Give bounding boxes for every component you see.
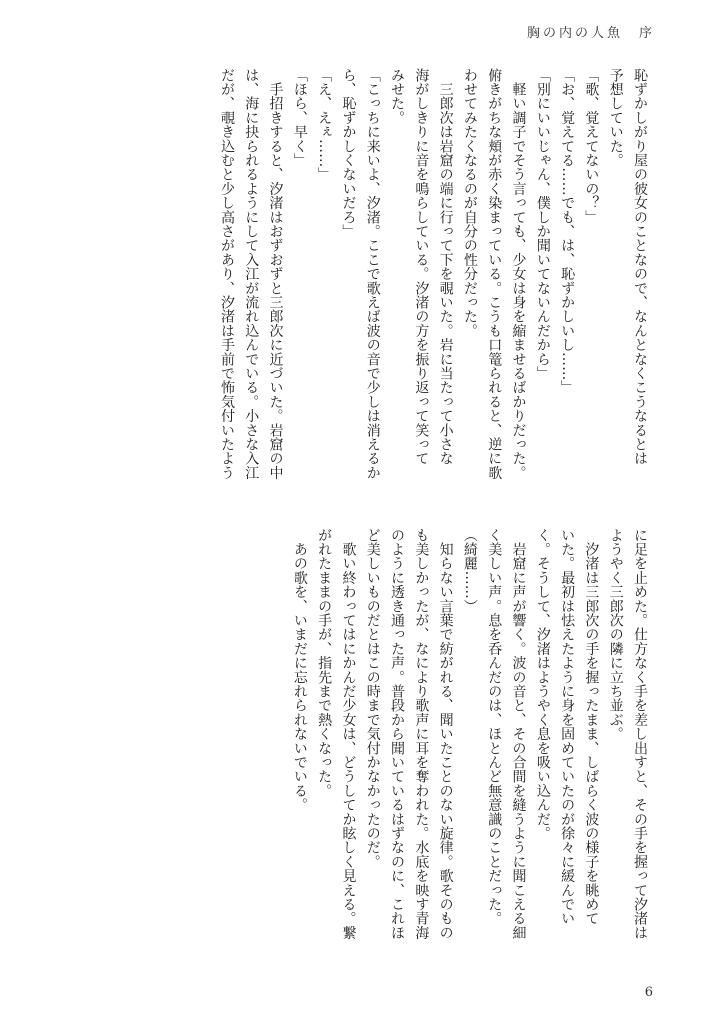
text-line: ど美しいものだとはこの時まで気付かなかったのだ。 — [364, 528, 381, 869]
text-line: 軽い調子でそう言っても、少女は身を縮ませるばかりだった。 — [510, 68, 527, 480]
text-block-lower — [288, 528, 652, 968]
text-line: く美しい声。息を呑んだのは、ほとんど無意識のことだった。 — [486, 528, 503, 926]
dialogue-line: 「こっちに来いよ、汐渚。ここで歌えば波の音で少しは消えるか — [364, 68, 381, 480]
text-line: だが、覗き込むと少し高さがあり、汐渚は手前で怖気付いたよう — [218, 68, 235, 480]
text-line: 知らない言葉で紡がれる、聞いたことのない旋律。歌そのもの — [437, 528, 454, 940]
text-line: 手招きすると、汐渚はおずおずと三郎次に近づいた。岩窟の中 — [267, 68, 284, 480]
dialogue-line: ら、恥ずかしくないだろ」 — [340, 68, 357, 239]
page-number: 6 — [644, 985, 653, 1000]
dialogue-line: 「ほら、早く」 — [291, 68, 308, 168]
text-line: みせた。 — [389, 68, 406, 125]
text-line: 岩窟に声が響く。波の音と、その合間を縫うように聞こえる細 — [510, 528, 527, 940]
inner-thought-line: （綺麗……） — [461, 528, 478, 614]
closing-line: あの歌を、いまだに忘れられないでいる。 — [291, 528, 308, 812]
dialogue-line: 「え、えぇ……」 — [316, 68, 333, 182]
text-line: 海がしきりに音を鳴らしている。汐渚の方を振り返って笑って — [413, 68, 430, 466]
text-line: わせてみたくなるのが自分の性分だった。 — [461, 68, 478, 338]
dialogue-line: 「歌、覚えてないの？」 — [583, 68, 600, 225]
text-line: のように透き通った声。普段から聞いているはずなのに、これほ — [389, 528, 406, 940]
dialogue-line: 「別にいいじゃん、僕しか聞いてないんだから」 — [534, 68, 551, 381]
text-line: がれたままの手が、指先まで熱くなった。 — [316, 528, 333, 798]
text-line: に足を止めた。仕方なく手を差し出すと、その手を握って汐渚は — [632, 528, 648, 940]
text-line: ようやく三郎次の隣に立ち並ぶ。 — [607, 528, 624, 741]
text-line: 汐渚は三郎次の手を握ったまま、しばらく波の様子を眺めて — [583, 528, 600, 926]
text-line: も美しかったが、なにより歌声に耳を奪われた。水底を映す青海 — [413, 528, 430, 940]
text-line: 予想していた。 — [607, 68, 624, 168]
text-line: 俯きがちな頬が赤く染まっている。こうも口篭られると、逆に歌 — [486, 68, 503, 480]
text-line: 三郎次は岩窟の端に行って下を覗いた。岩に当たって小さな — [437, 68, 454, 466]
running-header: 胸の内の人魚 序 — [526, 26, 655, 41]
text-line: 歌い終わってはにかんだ少女は、どうしてか眩しく見える。繋 — [340, 528, 357, 940]
text-line: は、海に抉られるようにして入江が流れ込んでいる。小さな入江 — [243, 68, 260, 480]
text-line: いた。最初は怯えたように身を固めていたのが徐々に緩んでい — [559, 528, 576, 926]
dialogue-line: 「お、覚えてる……でも、は、恥ずかしいし……」 — [559, 68, 576, 395]
text-line: く。そうして、汐渚はようやく息を吸い込んだ。 — [534, 528, 551, 841]
text-line: 恥ずかしがり屋の彼女のことなので、なんとなくこうなるとは — [632, 68, 648, 466]
text-block-upper — [215, 68, 652, 508]
